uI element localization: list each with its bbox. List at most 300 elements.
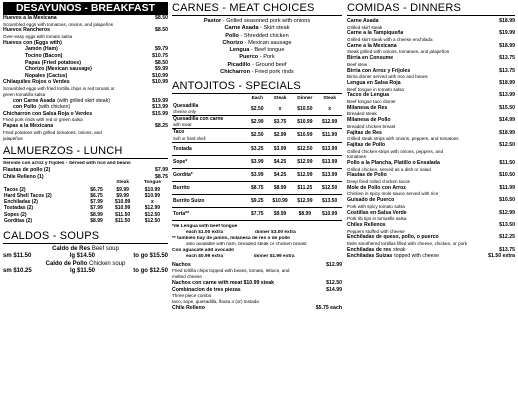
column-left — [3, 0, 168, 400]
menu-item — [347, 68, 515, 75]
row-value: $9.25 — [251, 197, 264, 204]
row-value: $4.25 — [273, 158, 287, 165]
item-note: (with chicken) — [38, 104, 71, 111]
row-tongue: x — [151, 199, 154, 206]
row-sub: cheese only — [173, 108, 196, 114]
item-desc: taco, sope, quesadilla, flauta o (or) tostada — [172, 298, 259, 304]
item-desc: Grilled steak strips with onions, peppers, and tomatoes — [347, 136, 459, 142]
row-name — [172, 194, 247, 207]
meat-item — [172, 33, 342, 40]
row-name: Gorditas (2) — [4, 217, 33, 224]
row-title: Sope* — [173, 158, 188, 165]
item-price: $1.50 extra — [488, 253, 515, 260]
column-header: Tongue — [143, 180, 161, 186]
row-name — [172, 155, 247, 168]
meat-desc: - Shredded chicken — [238, 32, 289, 39]
meat-item — [172, 40, 342, 47]
item-desc: Pork rib tips in tomatillo salsa — [347, 216, 407, 222]
carnes-list — [172, 18, 342, 76]
soup-sm: sm $10.25 — [3, 268, 32, 275]
row-value: $13.99 — [321, 145, 338, 152]
soup-desc: Beef soup — [90, 245, 119, 252]
item-name: Papas (Fried potatoes) — [25, 59, 81, 66]
meat-name: Chicharron — [220, 69, 250, 76]
meat-desc: - Ground beef — [250, 61, 287, 68]
item-name: Combinacion de tres piezas — [172, 286, 241, 293]
menu-item — [172, 305, 342, 312]
menu-item — [347, 30, 515, 37]
item-price: $18.99 — [499, 42, 515, 49]
column-header: Each — [251, 96, 264, 102]
item-desc: Chicken in spicy mole sauce served with rice — [347, 191, 439, 197]
row-name — [172, 142, 247, 155]
note-line: also available with ham, breaded steak or chicken breast — [186, 241, 307, 247]
meat-item — [172, 62, 342, 69]
row-title: Taco — [173, 129, 185, 136]
row-value: $12.99 — [321, 119, 338, 126]
table-row — [172, 103, 342, 116]
item-desc: Fried potatoes with grilled tomatoes, onions, and — [3, 129, 102, 135]
item-price: $12.99 — [326, 261, 342, 268]
menu-item — [347, 117, 515, 124]
row-price: $7.99 — [90, 205, 103, 212]
row-value: $10.99 — [297, 132, 313, 139]
almuerzos-intro: Servido con arroz y frijoles - Served with rice and beans — [3, 161, 131, 167]
item-name: Enchiladas de res — [347, 246, 392, 253]
item-price: $13.50 — [499, 222, 515, 229]
menu-item — [347, 130, 515, 137]
item-price: $19.99 — [499, 30, 515, 37]
item-name: Chiles Rellenos — [347, 222, 386, 229]
meat-item — [172, 69, 342, 76]
item-desc: Grilled skirt steak with a cheese enchilada — [347, 36, 433, 42]
soup-sm: sm $11.50 — [3, 253, 32, 260]
meat-name: Chorizo — [222, 39, 244, 46]
desayunos-header: DESAYUNOS - BREAKFAST — [3, 2, 168, 15]
item-price: $8.50 — [155, 59, 168, 66]
soup-lg: lg $14.50 — [69, 253, 96, 260]
table-row — [172, 194, 342, 207]
menu-item — [172, 280, 342, 287]
note-line: ** tambien hay de jamón, milanesa de res o de pollo — [172, 235, 291, 241]
meat-desc: - Mexican sausage — [243, 39, 292, 46]
item-desc: melted cheese — [172, 274, 202, 280]
note-line: Con aguacate add avocado — [172, 247, 235, 253]
menu-item — [347, 234, 515, 241]
item-price: $13.75 — [499, 246, 515, 253]
row-value: $12.50 — [297, 145, 313, 152]
row-value: $12.99 — [297, 197, 313, 204]
row-value: $8.75 — [251, 184, 264, 191]
item-price: $13.75 — [499, 67, 515, 74]
row-name: Hard Shell Tacos (2) — [4, 192, 52, 199]
row-title: Burrito — [173, 184, 190, 191]
menu-item — [347, 210, 515, 217]
row-sub: with meat — [173, 122, 192, 128]
item-name: Papas a la Mexicana — [3, 123, 54, 130]
item-price: $19.99 — [152, 97, 168, 104]
item-name: Tacos de Lengua — [347, 92, 389, 99]
item-price: $18.99 — [499, 129, 515, 136]
item-price: $18.99 — [499, 79, 515, 86]
row-price: $8.99 — [90, 211, 103, 218]
soup-lg: lg $11.50 — [69, 268, 96, 275]
column-header: Dinner — [297, 96, 313, 102]
row-value: $7.75 — [251, 210, 264, 217]
column-middle — [172, 0, 342, 400]
almuerzos-table — [3, 180, 168, 223]
item-name: Birria con Arroz y Frijoles — [347, 67, 411, 74]
item-name: Chicharron con Salsa Roja o Verdes — [3, 110, 93, 117]
table-row — [172, 129, 342, 142]
item-name: Flautas de pollo (2) — [3, 167, 51, 174]
item-name: Chilaquiles Rojos o Verdes — [3, 79, 70, 86]
menu-item — [3, 66, 168, 73]
soup-name: Caldo de Pollo — [45, 260, 88, 267]
item-price: $10.75 — [152, 52, 168, 59]
row-value: $2.50 — [251, 105, 264, 112]
item-price: $5.75 each — [315, 304, 342, 311]
item-desc: Breaded steak — [347, 111, 377, 117]
caldos-header: CALDOS - SOUPS — [3, 230, 168, 244]
column-header: Steak — [116, 180, 130, 186]
soup-prices — [3, 268, 168, 276]
row-value: $11.25 — [297, 184, 313, 191]
meat-name: Puerco — [239, 54, 259, 61]
item-name: Lengua en Salsa Roja — [347, 79, 401, 86]
table-row — [172, 142, 342, 155]
meat-item — [172, 54, 342, 61]
row-value: $13.99 — [321, 171, 338, 178]
meat-desc: - Pork — [258, 54, 275, 61]
menu-item — [347, 18, 515, 25]
comidas-header: COMIDAS - DINNERS — [347, 2, 515, 16]
item-price: $12.50 — [326, 279, 342, 286]
soup-desc: Chicken soup — [87, 260, 126, 267]
row-price: $8.99 — [90, 217, 103, 224]
table-row — [172, 181, 342, 194]
item-name: Carne Asada — [347, 18, 379, 24]
item-price: $9.79 — [155, 46, 168, 53]
row-tongue: $12.99 — [144, 205, 161, 212]
item-note: steak — [393, 246, 406, 253]
row-steak: $11.50 — [115, 211, 131, 218]
table-row — [172, 115, 342, 128]
row-value: $8.99 — [298, 210, 312, 217]
item-desc: Grilled chicken, served as a dish or salad — [347, 166, 431, 172]
row-name — [172, 115, 247, 128]
soup-name: Caldo de Res — [52, 245, 91, 252]
row-value: $2.99 — [273, 132, 287, 139]
item-desc: Beef stew — [347, 61, 368, 67]
row-value: $3.99 — [251, 158, 264, 165]
item-desc: Beef tongue in tomato salsa — [347, 86, 404, 92]
almuerzos-header: ALMUERZOS - LUNCH — [3, 145, 168, 159]
item-price: $7.99 — [155, 167, 168, 174]
row-value: $10.99 — [272, 197, 288, 204]
almuerzos-list — [3, 167, 168, 180]
item-name: Nachos con carne with meat $10.99 steak — [172, 279, 275, 286]
item-price: $10.99 — [152, 79, 168, 86]
row-name: Enchiladas (2) — [4, 199, 38, 206]
item-price: $8.50 — [155, 15, 168, 21]
menu-item — [347, 197, 515, 204]
menu-item — [3, 46, 168, 53]
item-price: $15.99 — [152, 110, 168, 117]
item-desc: Mole smothered tortillas filled with cheese, chicken, or pork — [347, 241, 468, 247]
item-price: $12.25 — [499, 234, 515, 241]
row-value: $12.50 — [321, 184, 338, 191]
item-note: topped with cheese — [394, 253, 439, 260]
item-price: $10.50 — [499, 172, 515, 179]
menu-item — [3, 15, 168, 22]
menu-item — [3, 79, 168, 86]
row-tongue: $10.99 — [144, 192, 161, 199]
item-note: (with grilled skirt steak) — [57, 97, 110, 104]
meat-name: Lengua — [229, 47, 250, 54]
item-price: $15.50 — [499, 104, 515, 111]
row-price: $6.75 — [90, 186, 103, 193]
row-title: Burrito Suizo — [173, 197, 205, 204]
row-steak: $9.99 — [116, 192, 129, 199]
row-value: $11.99 — [322, 132, 338, 139]
antojitos-extras — [172, 262, 342, 312]
item-price: $13.75 — [499, 55, 515, 62]
meat-name: Picadillo — [227, 61, 251, 68]
table-row — [3, 218, 168, 224]
row-name — [172, 129, 247, 142]
meat-desc: - Beef tongue — [249, 47, 285, 54]
soup-togo: to go $12.50 — [133, 268, 168, 275]
item-desc: tomatoes — [347, 154, 366, 160]
row-value: $10.50 — [297, 105, 313, 112]
menu-item — [347, 92, 515, 99]
item-name: con Carne Asada — [13, 97, 56, 104]
row-value: $3.99 — [251, 171, 264, 178]
meat-item — [172, 25, 342, 32]
item-name: con Pollo — [13, 104, 37, 111]
row-tongue: $10.99 — [144, 186, 161, 193]
row-value: $10.99 — [297, 119, 313, 126]
note-line: *de Lengua with beef tongue — [172, 223, 238, 229]
item-name: Chile Relleno (1) — [3, 173, 44, 180]
soup-prices — [3, 253, 168, 261]
row-steak: $11.50 — [115, 217, 131, 224]
item-name: Huevos a la Mexicana — [3, 15, 57, 21]
item-price: $10.50 — [499, 197, 515, 204]
item-name: Tocino (Bacon) — [25, 52, 63, 59]
item-desc: Over-easy eggs with tomato salsa — [3, 33, 73, 39]
item-price: $11.99 — [499, 184, 515, 191]
row-tongue: $12.50 — [144, 217, 161, 224]
item-price: $12.50 — [499, 141, 515, 148]
item-name: Jamón (Ham) — [25, 46, 58, 53]
item-name: Fajitas de Pollo — [347, 141, 386, 148]
item-desc: Birria dinner served with rice and beans — [347, 74, 428, 80]
menu-item — [347, 142, 515, 149]
row-steak: $10.99 — [114, 205, 131, 212]
soup-item — [3, 261, 168, 269]
column-right — [347, 0, 515, 400]
meat-desc: - Fried pork rinds — [250, 69, 294, 76]
item-name: Enchiladas Suizas — [347, 253, 393, 260]
menu-item — [347, 43, 515, 50]
item-name: Enchiladas de queso, pollo, o puerco — [347, 234, 439, 241]
row-value: $2.99 — [251, 119, 264, 126]
table-row — [172, 207, 342, 220]
menu-item — [3, 53, 168, 60]
item-desc: Deep fried rolled chicken tacos — [347, 179, 410, 185]
row-price: $7.99 — [90, 199, 103, 206]
menu-item — [172, 287, 342, 294]
item-name: Carne a la Tampiqueña — [347, 30, 404, 37]
row-value: x — [328, 105, 331, 112]
menu-item — [347, 222, 515, 229]
row-value: $4.25 — [273, 171, 287, 178]
desayunos-list — [3, 15, 168, 141]
item-name: Fajitas de Res — [347, 129, 382, 136]
meat-item — [172, 47, 342, 54]
item-desc: Steak grilled with onions, tomatoes, and jalapeños — [347, 49, 450, 55]
row-value: $13.50 — [321, 197, 338, 204]
item-price: $8.75 — [155, 173, 168, 180]
meat-name: Carne Asada — [224, 25, 259, 32]
menu-item — [3, 167, 168, 174]
item-desc: Three piece combo — [172, 293, 212, 299]
item-desc: Beef tongue taco dinner — [347, 98, 396, 104]
menu-item — [347, 160, 515, 167]
row-title: Quesadilla — [173, 102, 199, 109]
menu-item — [347, 105, 515, 112]
item-desc: Scrambled eggs with tomatoes, onions, and jalapeños — [3, 21, 114, 27]
item-desc: Fried tortilla chips topped with beans, tomato, lettuce, and — [172, 268, 290, 274]
item-price: $8.50 — [155, 27, 168, 34]
meat-desc: - Grilled seasoned pork with onions — [221, 18, 311, 24]
item-desc: Scrambled eggs with fried tortilla chips in red tomato or — [3, 85, 115, 91]
carnes-header: CARNES - MEAT CHOICES — [172, 2, 342, 16]
meat-item — [172, 18, 342, 25]
menu-item — [3, 73, 168, 80]
row-title: Quesadilla con carne — [173, 115, 224, 122]
item-name: Chile Relleno — [172, 304, 205, 311]
row-sub: Soft or hard shell — [173, 135, 206, 141]
note-line: each $1.00 extra dinner $3.00 extra — [186, 229, 296, 235]
row-name — [172, 207, 247, 220]
menu-item — [347, 185, 515, 192]
item-name: Nopales (Cactus) — [25, 72, 68, 79]
note-line: each $0.99 extra dinner $1.99 extra — [186, 253, 295, 259]
soup-togo: to go $15.50 — [133, 253, 168, 260]
table-row — [172, 168, 342, 181]
item-desc: Peppers stuffed with cheese — [347, 228, 405, 234]
item-price: $13.99 — [499, 92, 515, 99]
menu-item — [3, 123, 168, 130]
item-price: $12.99 — [499, 209, 515, 216]
item-name: Milanesa de Pollo — [347, 117, 391, 124]
meat-name: Pollo — [225, 32, 239, 39]
soup-item — [3, 246, 168, 254]
row-value: $10.99 — [321, 210, 338, 217]
item-name: Carne a la Mexicana — [347, 42, 397, 49]
row-steak: $9.99 — [116, 186, 129, 193]
row-steak: $10.99 — [114, 199, 131, 206]
column-header: Steak — [323, 96, 337, 102]
menu-item — [3, 98, 168, 105]
item-desc: Pork with spicy tomato salsa — [347, 203, 405, 209]
menu-item — [3, 27, 168, 34]
item-name: Birria en Consume — [347, 55, 394, 62]
item-price: $10.99 — [152, 72, 168, 79]
row-tongue: $12.50 — [144, 211, 161, 218]
row-price: $6.75 — [90, 192, 103, 199]
row-name — [172, 168, 247, 181]
item-name: Huevos Rancheros — [3, 27, 50, 34]
comidas-list — [347, 18, 515, 260]
row-value: x — [278, 105, 282, 112]
item-name: Guisado de Puerco — [347, 197, 395, 204]
item-desc: jalapeños — [3, 135, 23, 141]
menu-item — [347, 247, 515, 254]
item-desc: Grilled skirt steak — [347, 24, 383, 30]
menu-item — [3, 60, 168, 67]
antojitos-notes — [172, 224, 342, 260]
menu-item — [347, 172, 515, 179]
item-name: Costillas en Salsa Verde — [347, 209, 407, 216]
item-name: Milanesa de Res — [347, 104, 388, 111]
item-desc: Breaded chicken breast — [347, 123, 396, 129]
row-title: Torta** — [173, 210, 190, 217]
item-price: $9.99 — [155, 66, 168, 73]
item-desc: Fried pork rinds with red or green salsa — [3, 117, 83, 123]
item-name: Mole de Pollo con Arroz — [347, 184, 406, 191]
row-value: $3.75 — [273, 119, 287, 126]
table-row — [172, 155, 342, 168]
row-title: Tostada — [173, 145, 192, 152]
antojitos-header: ANTOJITOS - SPECIALS — [172, 80, 342, 94]
row-value: $12.99 — [297, 171, 313, 178]
row-name: Tostadas (2) — [4, 205, 34, 212]
row-value: $8.99 — [273, 184, 287, 191]
antojitos-table — [172, 96, 342, 220]
row-name — [172, 181, 247, 194]
menu-item — [172, 262, 342, 269]
row-value: $9.99 — [273, 210, 287, 217]
row-value: $3.99 — [273, 145, 287, 152]
meat-name: Pastor — [203, 18, 222, 24]
row-value: $12.99 — [297, 158, 313, 165]
row-value: $2.50 — [251, 132, 264, 139]
row-value: $3.25 — [251, 145, 264, 152]
item-price: $13.99 — [152, 104, 168, 111]
con-title: Huevos con (Eggs with) — [3, 39, 62, 46]
item-price: $14.99 — [499, 117, 515, 124]
meat-desc: - Skirt steak — [258, 25, 290, 32]
row-name — [172, 103, 247, 116]
item-name: Pollo a la Plancha, Platillo o Ensalada — [347, 160, 440, 167]
column-header: Steak — [273, 96, 287, 102]
menu-item — [3, 104, 168, 111]
item-desc: green tomatillo salsa — [3, 91, 46, 97]
item-price: $8.25 — [155, 123, 168, 130]
caldos-list — [3, 246, 168, 276]
menu-item — [347, 80, 515, 87]
item-name: Flautas de Pollo — [347, 172, 387, 179]
item-desc: Grilled chicken strips with onions, peppers, and — [347, 148, 444, 154]
item-price: $18.99 — [499, 18, 515, 24]
row-name: Sopes (2) — [4, 211, 27, 218]
item-name: Chorizo (Mexican sausage) — [25, 66, 92, 73]
menu-item — [347, 253, 515, 260]
